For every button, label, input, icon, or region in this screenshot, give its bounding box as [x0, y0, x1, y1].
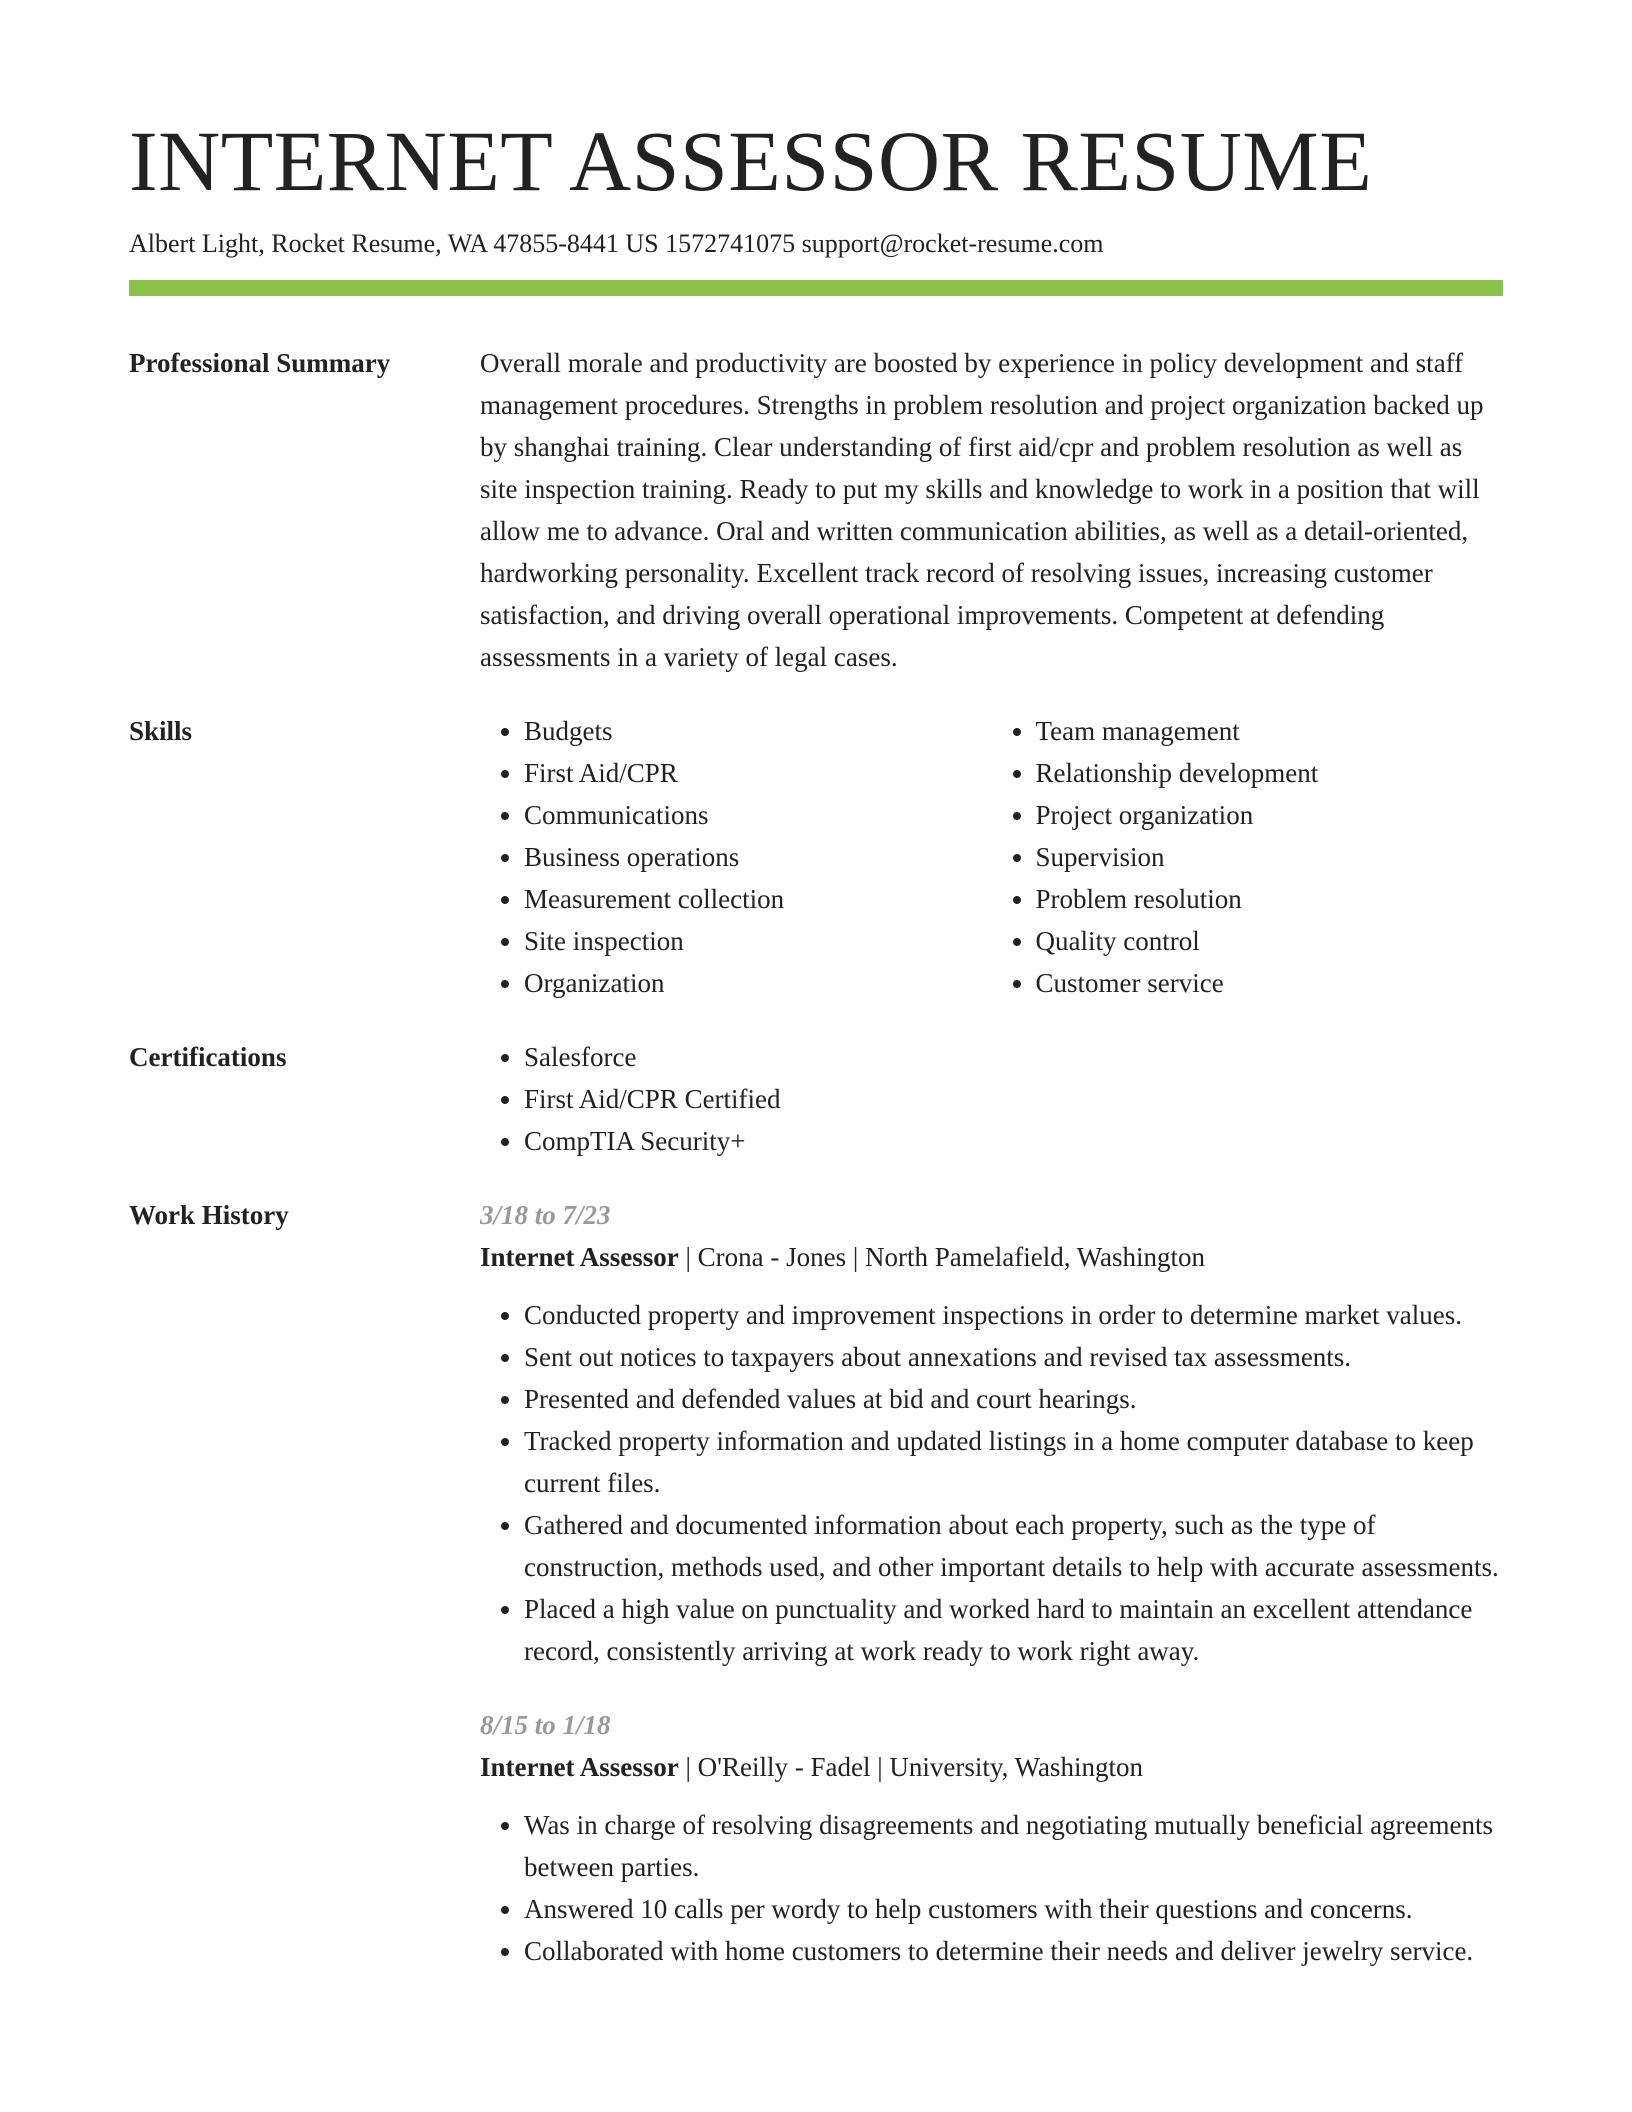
certifications-list — [480, 1036, 1503, 1162]
skill-item: • Customer service — [1036, 962, 1504, 1004]
certifications-section — [129, 1036, 1503, 1162]
job-bullet: • Tracked property information and updated listings in a home computer database to keep current files. — [524, 1420, 1503, 1504]
skill-item: • Relationship development — [1036, 752, 1504, 794]
skills-section — [129, 710, 1503, 1004]
job-entry — [480, 1194, 1503, 1672]
job-bullet: • Conducted property and improvement inspections in order to determine market values. — [524, 1294, 1503, 1336]
job-dates: 3/18 to 7/23 — [480, 1200, 611, 1230]
contact-info: Albert Light, Rocket Resume, WA 47855-8441 US 1572741075 support@rocket-resume.com — [129, 229, 1104, 258]
job-bullet: • Was in charge of resolving disagreements and negotiating mutually beneficial agreements between parties. — [524, 1804, 1503, 1888]
job-title: Internet Assessor — [480, 1242, 679, 1272]
job-bullet: • Collaborated with home customers to determine their needs and deliver jewelry service. — [524, 1930, 1503, 1972]
skill-item: • First Aid/CPR — [524, 752, 992, 794]
job-title: Internet Assessor — [480, 1752, 679, 1782]
work-history-heading: Work History — [129, 1200, 289, 1230]
skill-item: • Organization — [524, 962, 992, 1004]
skill-item: • Team management — [1036, 710, 1504, 752]
job-bullet: • Presented and defended values at bid and court hearings. — [524, 1378, 1503, 1420]
skill-item: • Project organization — [1036, 794, 1504, 836]
job-dates: 8/15 to 1/18 — [480, 1710, 611, 1740]
job-bullet: • Answered 10 calls per wordy to help customers with their questions and concerns. — [524, 1888, 1503, 1930]
skills-columns — [480, 710, 1503, 1004]
job-bullets — [480, 1804, 1503, 1972]
header-divider — [129, 280, 1503, 296]
skill-item: • Communications — [524, 794, 992, 836]
skills-list-right — [992, 710, 1504, 1004]
skill-item: • Site inspection — [524, 920, 992, 962]
job-details: | Crona - Jones | North Pamelafield, Washington — [678, 1242, 1206, 1272]
skill-item: • Supervision — [1036, 836, 1504, 878]
skills-heading: Skills — [129, 716, 193, 746]
certification-item: • Salesforce — [524, 1036, 1503, 1078]
job-bullet: • Sent out notices to taxpayers about annexations and revised tax assessments. — [524, 1336, 1503, 1378]
skill-item: • Business operations — [524, 836, 992, 878]
page-title: INTERNET ASSESSOR RESUME — [129, 113, 1373, 209]
job-heading — [480, 1236, 1503, 1278]
skill-item: • Measurement collection — [524, 878, 992, 920]
skill-item: • Quality control — [1036, 920, 1504, 962]
certifications-heading: Certifications — [129, 1042, 287, 1072]
job-bullets — [480, 1294, 1503, 1672]
summary-heading: Professional Summary — [129, 348, 391, 378]
job-bullet: • Gathered and documented information about each property, such as the type of construction, methods used, and other important details to help with accurate assessments. — [524, 1504, 1503, 1588]
skill-item: • Problem resolution — [1036, 878, 1504, 920]
summary-text: Overall morale and productivity are boosted by experience in policy development and staff management procedures. Strengths in problem resolution and project organization backed up by shanghai training. Clear understanding of first aid/cpr and problem resolution as well as site inspection training. Ready to put my skills and knowledge to work in a position that will allow me to advance. Oral and written communication abilities, as well as a detail-oriented, hardworking personality. Excellent track record of resolving issues, increasing customer satisfaction, and driving overall operational improvements. Competent at defending assessments in a variety of legal cases. — [480, 348, 1484, 672]
job-entry — [480, 1704, 1503, 1972]
job-heading — [480, 1746, 1503, 1788]
summary-section — [129, 342, 1503, 678]
skill-item: • Budgets — [524, 710, 992, 752]
job-details: | O'Reilly - Fadel | University, Washington — [678, 1752, 1143, 1782]
work-history-section — [129, 1194, 1503, 1972]
certification-item: • CompTIA Security+ — [524, 1120, 1503, 1162]
certification-item: • First Aid/CPR Certified — [524, 1078, 1503, 1120]
job-bullet: • Placed a high value on punctuality and worked hard to maintain an excellent attendance record, consistently arriving at work ready to work right away. — [524, 1588, 1503, 1672]
skills-list-left — [480, 710, 992, 1004]
